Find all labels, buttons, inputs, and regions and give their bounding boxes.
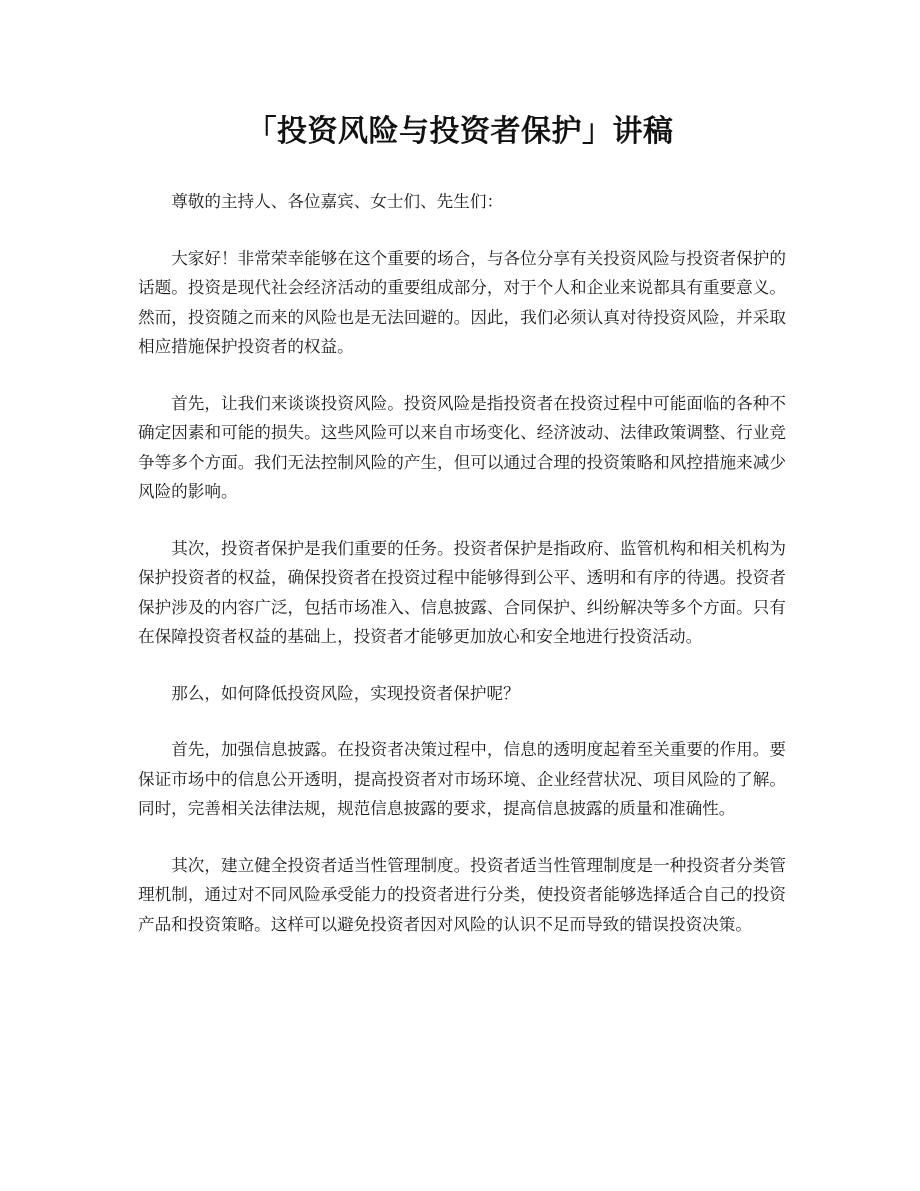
paragraph-salutation: 尊敬的主持人、各位嘉宾、女士们、先生们： bbox=[171, 192, 504, 211]
paragraph-investment-risk: 首先，让我们来谈谈投资风险。投资风险是指投资者在投资过程中可能面临的各种不确定因素和可能的损失。这些风险可以来自市场变化、经济波动、法律政策调整、行业竞争等多个方面。我们无法控制风险的产生，但可以通过合理的投资策略和风控措施来减少风险的影响。 bbox=[138, 393, 786, 501]
paragraph-investor-protection: 其次，投资者保护是我们重要的任务。投资者保护是指政府、监管机构和相关机构为保护投资者的权益，确保投资者在投资过程中能够得到公平、透明和有序的待遇。投资者保护涉及的内容广泛，包括市场准入、信息披露、合同保护、纠纷解决等多个方面。只有在保障投资者权益的基础上，投资者才能够更加放心和安全地进行投资活动。 bbox=[138, 538, 786, 646]
document-title: 「投资风险与投资者保护」讲稿 bbox=[246, 114, 674, 149]
paragraph-information-disclosure: 首先，加强信息披露。在投资者决策过程中，信息的透明度起着至关重要的作用。要保证市场中的信息公开透明，提高投资者对市场环境、企业经营状况、项目风险的了解。同时，完善相关法律法规，规范信息披露的要求，提高信息披露的质量和准确性。 bbox=[138, 740, 786, 818]
paragraph-opening: 大家好！非常荣幸能够在这个重要的场合，与各位分享有关投资风险与投资者保护的话题。投资是现代社会经济活动的重要组成部分，对于个人和企业来说都具有重要意义。然而，投资随之而来的风险也是无法回避的。因此，我们必须认真对待投资风险，并采取相应措施保护投资者的权益。 bbox=[138, 248, 786, 356]
paragraph-question: 那么，如何降低投资风险，实现投资者保护呢？ bbox=[171, 683, 520, 703]
document-body bbox=[138, 187, 786, 966]
paragraph-suitability-management: 其次，建立健全投资者适当性管理制度。投资者适当性管理制度是一种投资者分类管理机制，通过对不同风险承受能力的投资者进行分类，使投资者能够选择适合自己的投资产品和投资策略。这样可以避免投资者因对风险的认识不足而导致的错误投资决策。 bbox=[138, 855, 786, 934]
